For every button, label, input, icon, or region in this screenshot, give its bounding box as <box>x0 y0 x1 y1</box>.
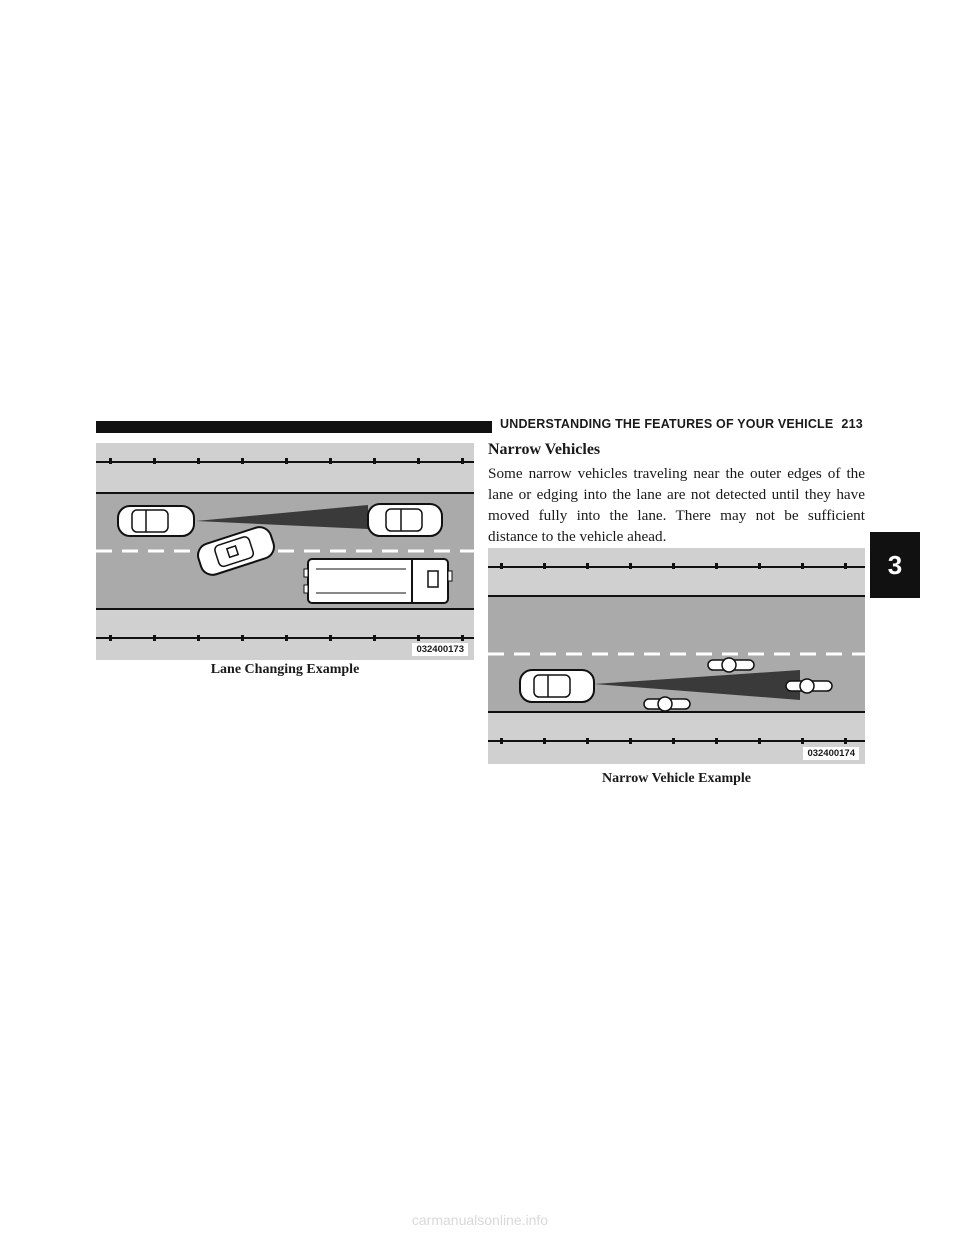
chapter-tab[interactable]: 3 <box>870 532 920 598</box>
motorcycle-icon <box>786 679 832 693</box>
motorcycle-icon <box>708 658 754 672</box>
lane-changing-figure <box>96 443 474 660</box>
car-icon <box>118 506 194 536</box>
lane-changing-illustration <box>96 443 474 660</box>
motorcycle-icon <box>644 697 690 711</box>
car-icon <box>520 670 594 702</box>
watermark: carmanualsonline.info <box>411 1212 549 1228</box>
section-heading: Narrow Vehicles <box>488 441 601 458</box>
truck-icon <box>304 559 452 603</box>
section-title: UNDERSTANDING THE FEATURES OF YOUR VEHICLE <box>500 417 834 431</box>
header-rule <box>96 421 492 433</box>
narrow-vehicle-illustration <box>488 548 865 764</box>
figure-caption: Lane Changing Example <box>210 662 360 677</box>
figure-id: 032400173 <box>412 643 468 656</box>
figure-id: 032400174 <box>803 747 859 760</box>
car-icon <box>368 504 442 536</box>
page-number: 213 <box>841 417 863 431</box>
figure-caption: Narrow Vehicle Example <box>601 771 752 786</box>
running-header <box>500 417 866 431</box>
section-paragraph: Some narrow vehicles traveling near the outer edges of the lane or edging into the lane are not detected until they have moved fully into the lane. There may not be sufficient distance to the vehicle ahead. <box>488 465 865 545</box>
narrow-vehicle-figure <box>488 548 865 764</box>
